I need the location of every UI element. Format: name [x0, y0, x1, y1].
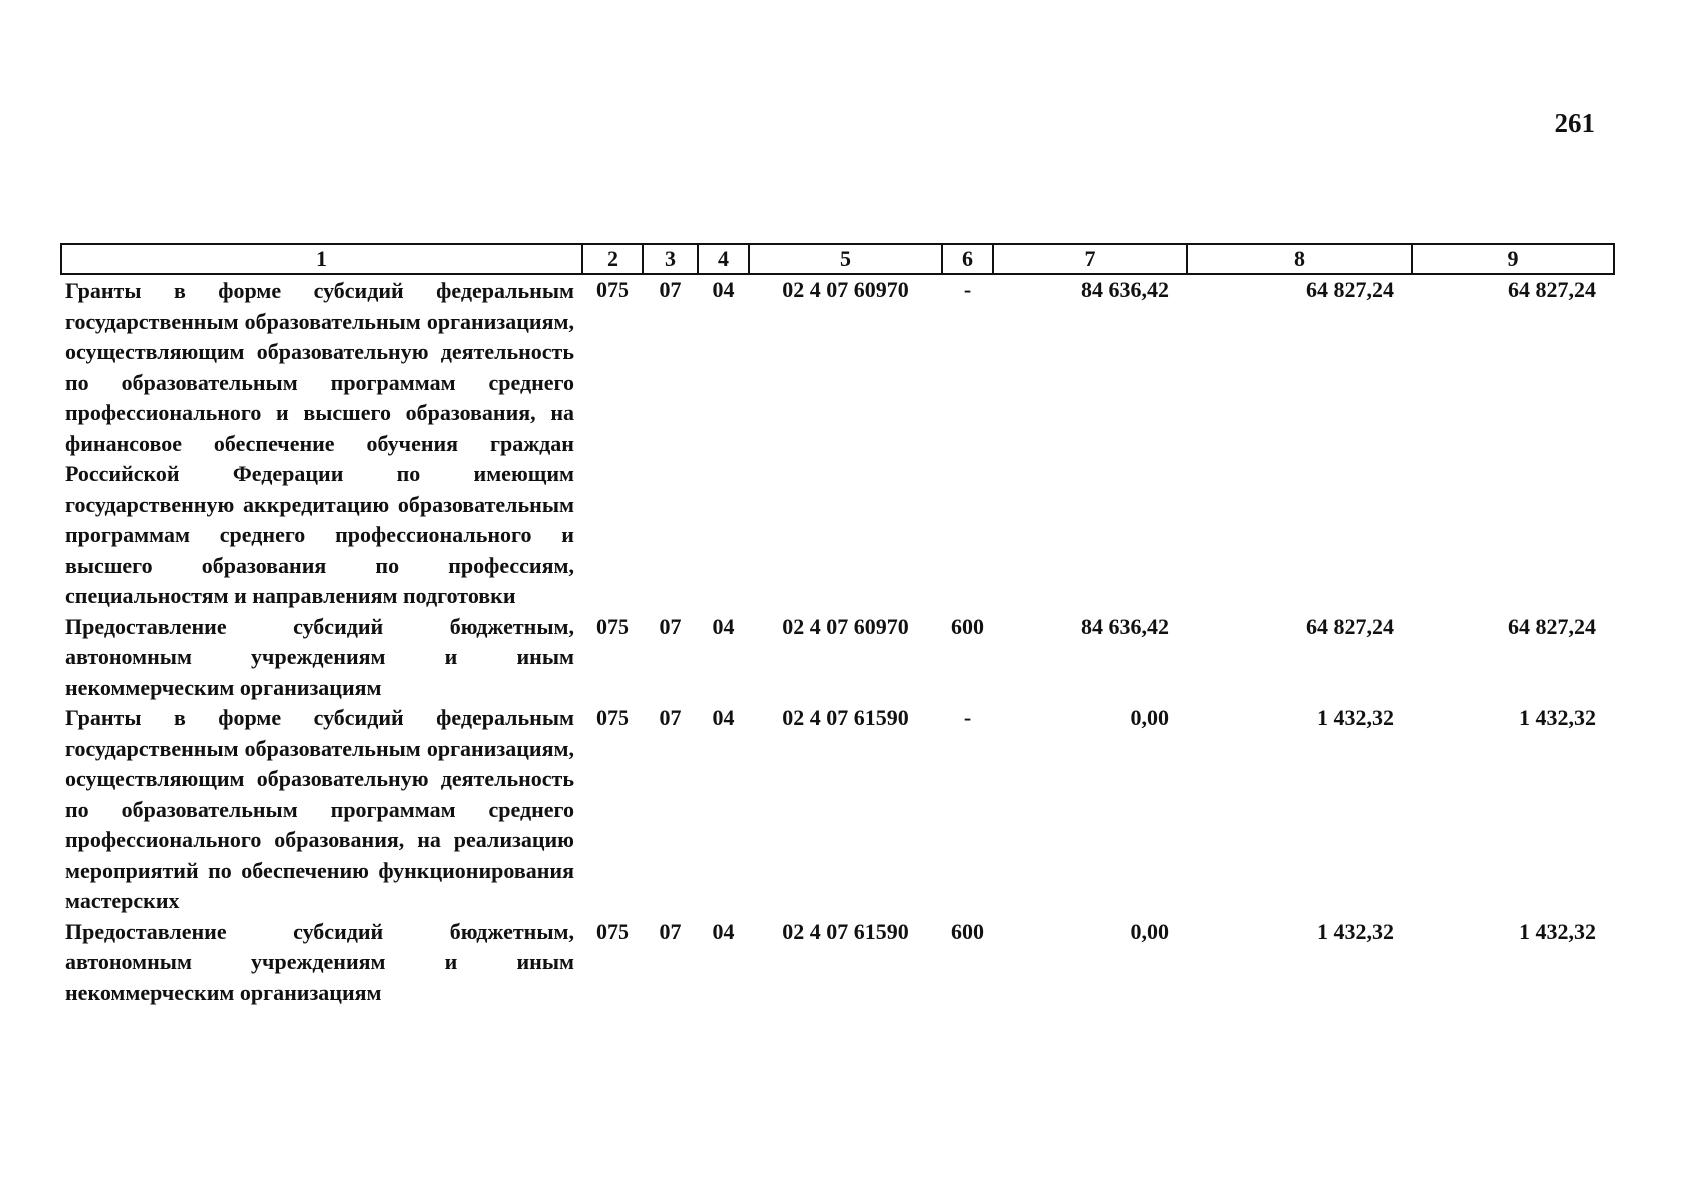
cell-expense-type: -: [963, 705, 972, 730]
column-header-8: 8: [1187, 244, 1412, 274]
table-row: [61, 703, 1614, 917]
cell-amount-col8: 1 432,32: [1317, 705, 1394, 730]
cell-amount-col7: 0,00: [1130, 705, 1169, 730]
table-row: [61, 612, 1614, 704]
cell-section-code: 07: [659, 705, 682, 730]
cell-target-article: 02 4 07 60970: [782, 277, 909, 302]
row-description: Гранты в форме субсидий федеральным государственным образовательным организациям, осуществляющим образовательную деятельность по образовательным программам среднего профессионального и высшего образования, на финансовое обеспечение обучения граждан Российской Федерации по имеющим государственную аккредитацию образовательным программам среднего профессионального и высшего образования по профессиям, специальностям и направлениям подготовки: [65, 278, 574, 608]
row-description: Предоставление субсидий бюджетным, автономным учреждениям и иным некоммерческим организациям: [65, 613, 574, 700]
column-header-5: 5: [749, 244, 942, 274]
column-header-1: 1: [61, 244, 582, 274]
column-header-3: 3: [643, 244, 698, 274]
cell-amount-col8: 1 432,32: [1317, 918, 1394, 944]
page-number: 261: [1554, 108, 1595, 138]
cell-target-article: 02 4 07 61590: [782, 705, 909, 730]
cell-target-article: 02 4 07 60970: [782, 613, 909, 639]
cell-expense-type: -: [963, 277, 972, 302]
cell-amount-col8: 64 827,24: [1306, 277, 1394, 302]
cell-expense-type: 600: [951, 918, 984, 944]
cell-ministry-code: 075: [596, 613, 629, 639]
cell-section-code: 07: [659, 277, 682, 302]
table-row: [61, 274, 1614, 612]
column-header-9: 9: [1412, 244, 1614, 274]
cell-amount-col9: 1 432,32: [1519, 918, 1596, 944]
cell-section-code: 07: [659, 613, 682, 639]
cell-amount-col9: 64 827,24: [1508, 277, 1596, 302]
table-row: [61, 917, 1614, 1009]
cell-amount-col7: 0,00: [1130, 918, 1169, 944]
cell-expense-type: 600: [951, 613, 984, 639]
cell-section-code: 07: [659, 918, 682, 944]
cell-subsection-code: 04: [712, 277, 735, 302]
row-description: Гранты в форме субсидий федеральным государственным образовательным организациям, осуществляющим образовательную деятельность по образовательным программам среднего профессионального образования, на реализацию мероприятий по обеспечению функционирования мастерских: [65, 705, 574, 913]
table-header-row: [61, 244, 1614, 274]
budget-table: [60, 243, 1615, 1008]
row-description: Предоставление субсидий бюджетным, автономным учреждениям и иным некоммерческим организациям: [65, 918, 574, 1005]
cell-subsection-code: 04: [712, 918, 735, 944]
cell-amount-col7: 84 636,42: [1081, 277, 1169, 302]
column-header-7: 7: [993, 244, 1187, 274]
column-header-2: 2: [582, 244, 643, 274]
cell-target-article: 02 4 07 61590: [782, 918, 909, 944]
cell-ministry-code: 075: [596, 705, 629, 730]
cell-amount-col8: 64 827,24: [1306, 613, 1394, 639]
cell-ministry-code: 075: [596, 918, 629, 944]
cell-ministry-code: 075: [596, 277, 629, 302]
cell-amount-col7: 84 636,42: [1081, 613, 1169, 639]
cell-amount-col9: 1 432,32: [1519, 705, 1596, 730]
cell-amount-col9: 64 827,24: [1508, 613, 1596, 639]
cell-subsection-code: 04: [712, 613, 735, 639]
cell-subsection-code: 04: [712, 705, 735, 730]
column-header-4: 4: [698, 244, 749, 274]
column-header-6: 6: [942, 244, 993, 274]
